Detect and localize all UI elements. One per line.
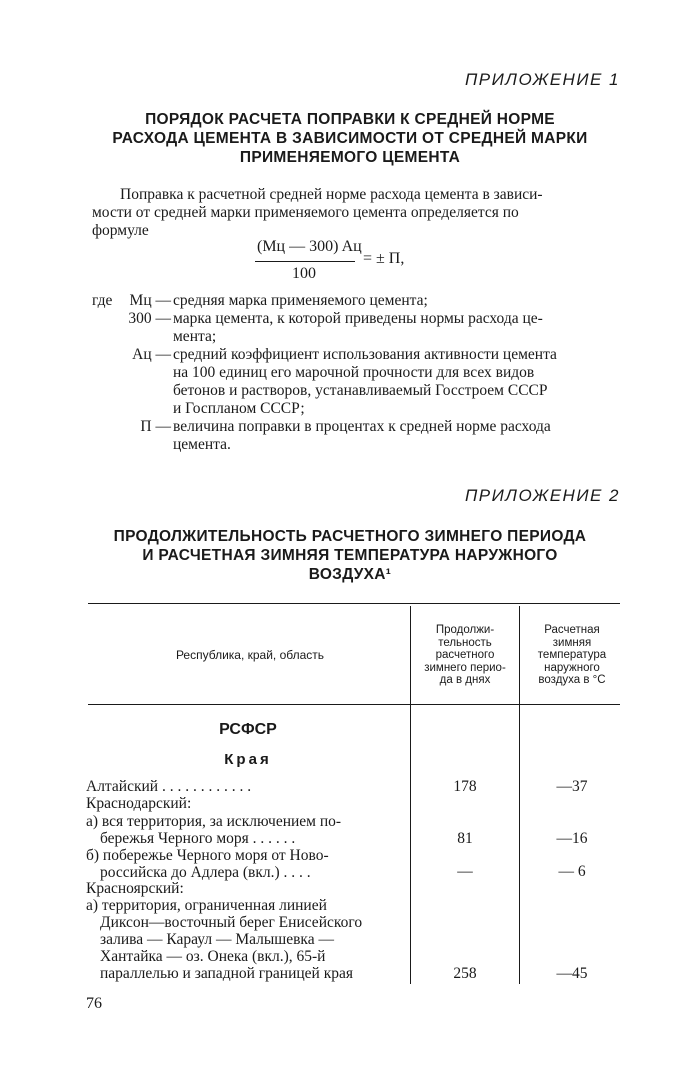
table-row bbox=[86, 897, 408, 982]
intro-line: мости от средней марки применяемого цемента определяется по bbox=[92, 204, 519, 221]
definition-item bbox=[92, 292, 632, 310]
column-divider bbox=[410, 606, 411, 704]
row-label: залива — Караул — Малышевка — bbox=[100, 931, 334, 948]
row-label: б) побережье Черного моря от Ново- bbox=[86, 847, 329, 864]
cell-days: — bbox=[457, 863, 473, 880]
definition-text: на 100 единиц его марочной прочности для всех видов bbox=[173, 364, 535, 381]
title-line: РАСХОДА ЦЕМЕНТА В ЗАВИСИМОСТИ ОТ СРЕДНЕЙ МАРКИ bbox=[112, 130, 588, 147]
definition-symbol: 300 — bbox=[128, 310, 171, 327]
header-region: Республика, край, область bbox=[175, 648, 325, 662]
definition-text: цемента. bbox=[173, 436, 231, 453]
formula-denominator: 100 bbox=[292, 265, 316, 282]
definition-item bbox=[92, 346, 632, 418]
formula-rhs: = ± П, bbox=[363, 250, 405, 267]
title-line: ВОЗДУХА¹ bbox=[308, 566, 392, 583]
title-line: ПОРЯДОК РАСЧЕТА ПОПРАВКИ К СРЕДНЕЙ НОРМЕ bbox=[145, 111, 555, 128]
correction-formula bbox=[255, 238, 475, 288]
cell-temp: —37 bbox=[556, 778, 588, 795]
definition-symbol: Aц — bbox=[132, 346, 171, 363]
table-top-rule bbox=[88, 603, 620, 604]
definition-symbol: Mц — bbox=[129, 292, 171, 309]
definition-text: марка цемента, к которой приведены нормы расхода це- bbox=[173, 310, 543, 327]
table-row bbox=[86, 813, 408, 847]
cell-temp: —45 bbox=[556, 965, 588, 982]
definition-text: и Госпланом СССР; bbox=[173, 400, 305, 417]
table-row bbox=[86, 795, 408, 812]
row-label: российска до Адлера (вкл.) . . . . bbox=[100, 864, 311, 881]
row-label: а) вся территория, за исключением по- bbox=[86, 813, 342, 830]
intro-line: Поправка к расчетной средней норме расхода цемента в зависи- bbox=[120, 186, 543, 203]
row-label: а) территория, ограниченная линией bbox=[86, 897, 327, 914]
appendix-2-label: ПРИЛОЖЕНИЕ 2 bbox=[464, 486, 620, 505]
table-row bbox=[86, 778, 408, 795]
title-line: ПРОДОЛЖИТЕЛЬНОСТЬ РАСЧЕТНОГО ЗИМНЕГО ПЕРИОДА bbox=[113, 528, 587, 545]
where-word: где bbox=[92, 292, 113, 309]
appendix-2-title bbox=[70, 527, 630, 584]
definitions-list bbox=[92, 292, 632, 454]
section-heading: РСФСР bbox=[219, 721, 277, 738]
definition-item bbox=[92, 310, 632, 346]
table-row bbox=[86, 880, 408, 897]
row-label: Диксон—восточный берег Енисейского bbox=[100, 914, 363, 931]
intro-paragraph bbox=[92, 186, 622, 240]
table-row bbox=[86, 847, 408, 881]
column-divider bbox=[519, 704, 520, 984]
cell-days: 258 bbox=[453, 965, 477, 982]
row-label: Красноярский: bbox=[86, 880, 184, 897]
cell-temp: — 6 bbox=[558, 863, 586, 880]
column-divider bbox=[410, 704, 411, 984]
formula-numerator: (Mц — 300) Aц bbox=[257, 238, 362, 255]
fraction-bar bbox=[255, 261, 355, 262]
definition-symbol: П — bbox=[140, 418, 171, 435]
appendix-1-label: ПРИЛОЖЕНИЕ 1 bbox=[464, 70, 620, 89]
row-label: параллелью и западной границей края bbox=[100, 965, 354, 982]
cell-days: 81 bbox=[457, 830, 473, 847]
cell-days: 178 bbox=[453, 778, 477, 795]
row-label: Краснодарский: bbox=[86, 795, 192, 812]
definition-text: мента; bbox=[173, 328, 217, 345]
definition-text: средний коэффициент использования активности цемента bbox=[173, 346, 557, 363]
appendix-1-title bbox=[70, 110, 630, 167]
title-line: И РАСЧЕТНАЯ ЗИМНЯЯ ТЕМПЕРАТУРА НАРУЖНОГО bbox=[142, 547, 558, 564]
definition-text: бетонов и растворов, устанавливаемый Госстроем СССР bbox=[173, 382, 548, 399]
definition-text: величина поправки в процентах к средней норме расхода bbox=[173, 418, 551, 435]
row-label: Хантайка — оз. Онека (вкл.), 65-й bbox=[100, 948, 326, 965]
table-header-rule bbox=[88, 704, 620, 705]
cell-temp: —16 bbox=[556, 830, 588, 847]
subsection-heading: Края bbox=[224, 751, 272, 768]
column-divider bbox=[519, 606, 520, 704]
title-line: ПРИМЕНЯЕМОГО ЦЕМЕНТА bbox=[239, 149, 461, 166]
intro-line: формуле bbox=[92, 222, 149, 239]
header-temperature: Расчетная зимняя температура наружного воздуха в °С bbox=[537, 624, 607, 686]
definition-item bbox=[92, 418, 632, 454]
row-label: Алтайский . . . . . . . . . . . . bbox=[86, 778, 252, 795]
row-label: бережья Черного моря . . . . . . bbox=[100, 830, 296, 847]
definition-text: средняя марка применяемого цемента; bbox=[173, 292, 428, 309]
page-number: 76 bbox=[86, 995, 102, 1012]
header-duration: Продолжи- тельность расчетного зимнего перио- да в днях bbox=[424, 624, 506, 686]
